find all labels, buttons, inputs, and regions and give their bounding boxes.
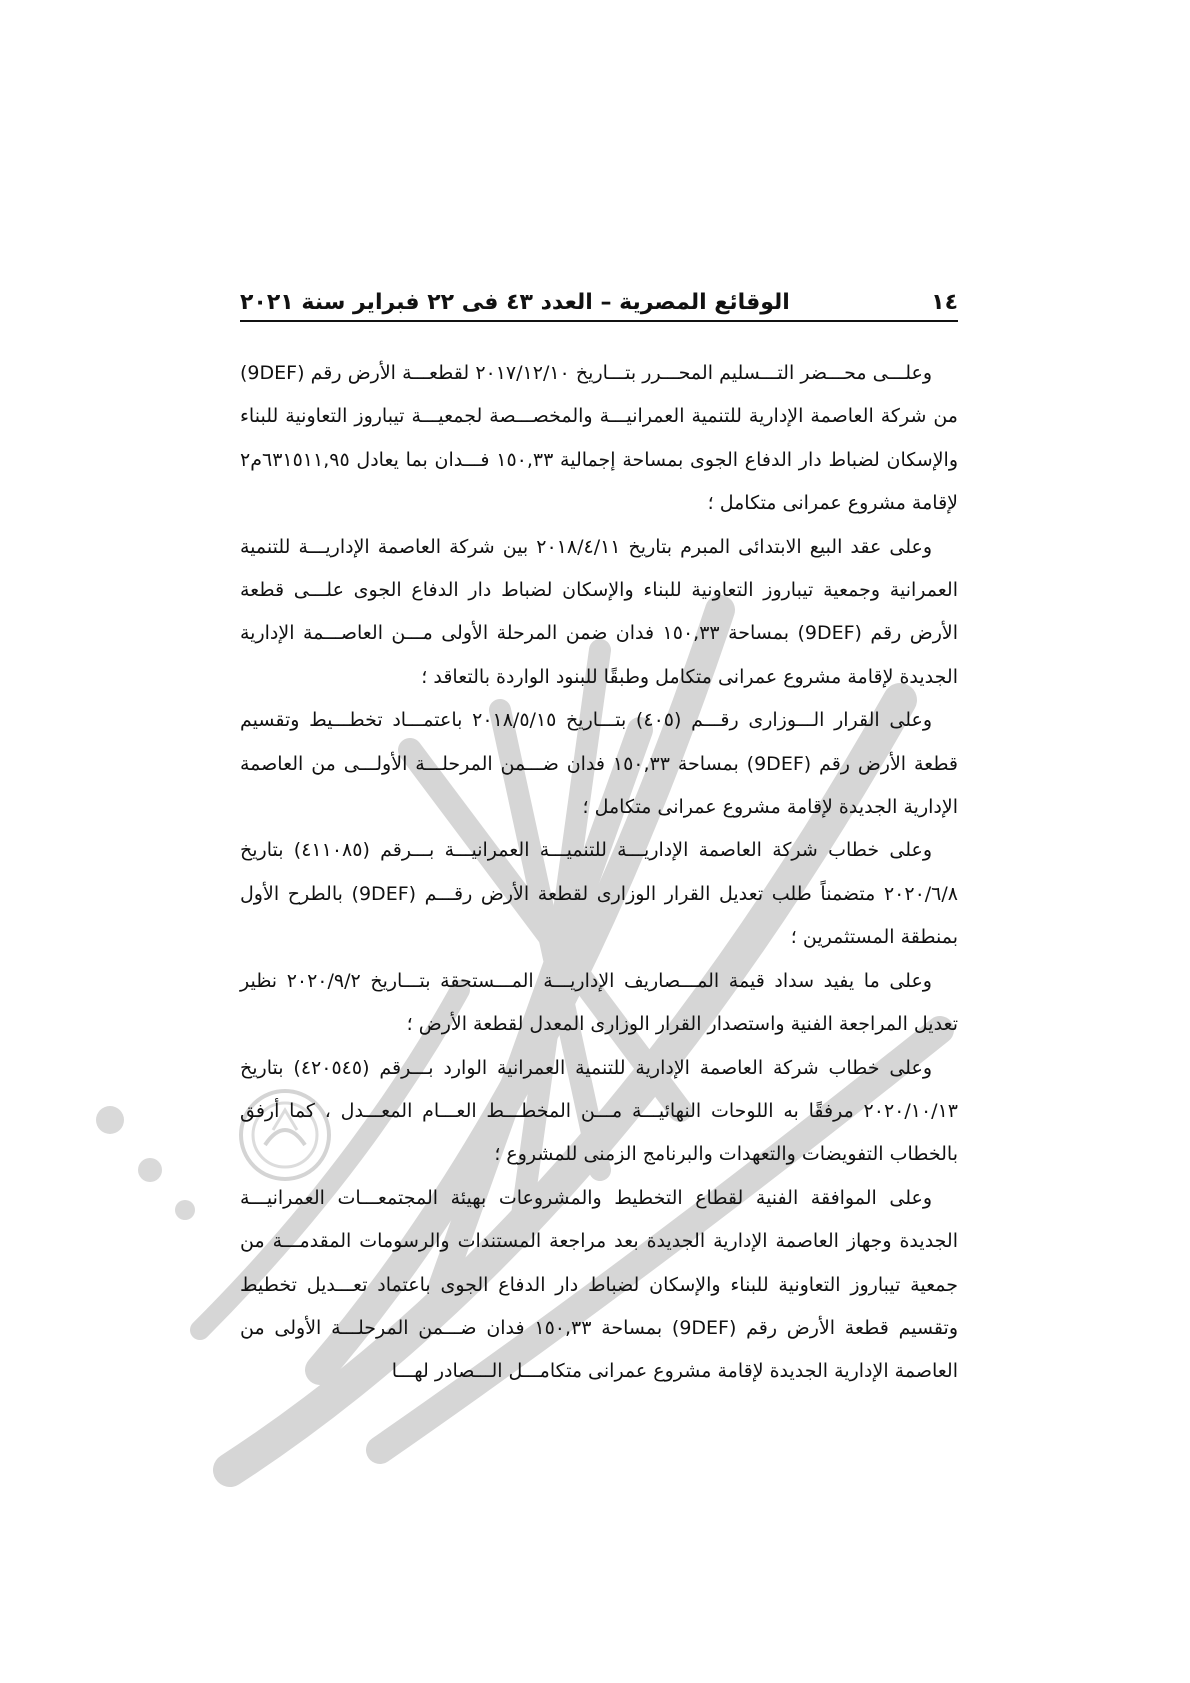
- paragraph: وعلـــى محـــضر التـــسليم المحـــرر بتـــاريخ ٢٠١٧/١٢/١٠ لقطعـــة الأرض رقم (9DEF) من شركة العاصمة الإدارية للتنمية العمرانيـــة والمخصـــصة لجمعيـــة تيباروز التعاونية للبناء والإسكان لضباط دار الدفاع الجوى بمساحة إجمالية ١٥٠,٣٣ فـــدان بما يعادل ٦٣١٥١١,٩٥م٢ لإقامة مشروع عمرانى متكامل ؛: [240, 362, 958, 515]
- page-number: ١٤: [931, 290, 958, 315]
- paragraph: وعلى الموافقة الفنية لقطاع التخطيط والمشروعات بهيئة المجتمعـــات العمرانيـــة الجديدة وجهاز العاصمة الإدارية الجديدة بعد مراجعة المستندات والرسومات المقدمـــة من جمعية تيباروز التعاونية للبناء والإسكان لضباط دار الدفاع الجوى باعتماد تعـــديل تخطيط وتقسيم قطعة الأرض رقم (9DEF) بمساحة ١٥٠,٣٣ فدان ضـــمن المرحلـــة الأولى من العاصمة الإدارية الجديدة لإقامة مشروع عمرانى متكامـــل الـــصادر لهـــا: [240, 1186, 958, 1383]
- paragraph: وعلى خطاب شركة العاصمة الإداريـــة للتنميـــة العمرانيـــة بـــرقم (٤١١٠٨٥) بتاريخ ٢٠٢٠/٦/٨ متضمناً طلب تعديل القرار الوزارى لقطعة الأرض رقـــم (9DEF) بالطرح الأول بمنطقة المستثمرين ؛: [240, 839, 958, 949]
- header-divider: [240, 320, 958, 322]
- gazette-title: الوقائع المصرية – العدد ٤٣ فى ٢٢ فبراير سنة ٢٠٢١: [240, 290, 790, 315]
- page-header: [240, 270, 958, 318]
- document-body: [240, 352, 958, 1394]
- paragraph: وعلى القرار الـــوزارى رقـــم (٤٠٥) بتـــاريخ ٢٠١٨/٥/١٥ باعتمـــاد تخطـــيط وتقسيم قطعة الأرض رقم (9DEF) بمساحة ١٥٠,٣٣ فدان ضـــمن المرحلـــة الأولـــى من العاصمة الإدارية الجديدة لإقامة مشروع عمرانى متكامل ؛: [240, 709, 958, 819]
- paragraph: وعلى خطاب شركة العاصمة الإدارية للتنمية العمرانية الوارد بـــرقم (٤٢٠٥٤٥) بتاريخ ٢٠٢٠/١٠/١٣ مرفقًا به اللوحات النهائيـــة مـــن المخطـــط العـــام المعـــدل ، كما أرفق بالخطاب التفويضات والتعهدات والبرنامج الزمنى للمشروع ؛: [240, 1056, 958, 1166]
- paragraph: وعلى عقد البيع الابتدائى المبرم بتاريخ ٢٠١٨/٤/١١ بين شركة العاصمة الإداريـــة للتنمية العمرانية وجمعية تيباروز التعاونية للبناء والإسكان لضباط دار الدفاع الجوى علـــى قطعة الأرض رقم (9DEF) بمساحة ١٥٠,٣٣ فدان ضمن المرحلة الأولى مـــن العاصـــمة الإدارية الجديدة لإقامة مشروع عمرانى متكامل وطبقًا للبنود الواردة بالتعاقد ؛: [240, 535, 958, 688]
- paragraph: وعلى ما يفيد سداد قيمة المـــصاريف الإداريـــة المـــستحقة بتـــاريخ ٢٠٢٠/٩/٢ نظير تعديل المراجعة الفنية واستصدار القرار الوزارى المعدل لقطعة الأرض ؛: [240, 969, 958, 1036]
